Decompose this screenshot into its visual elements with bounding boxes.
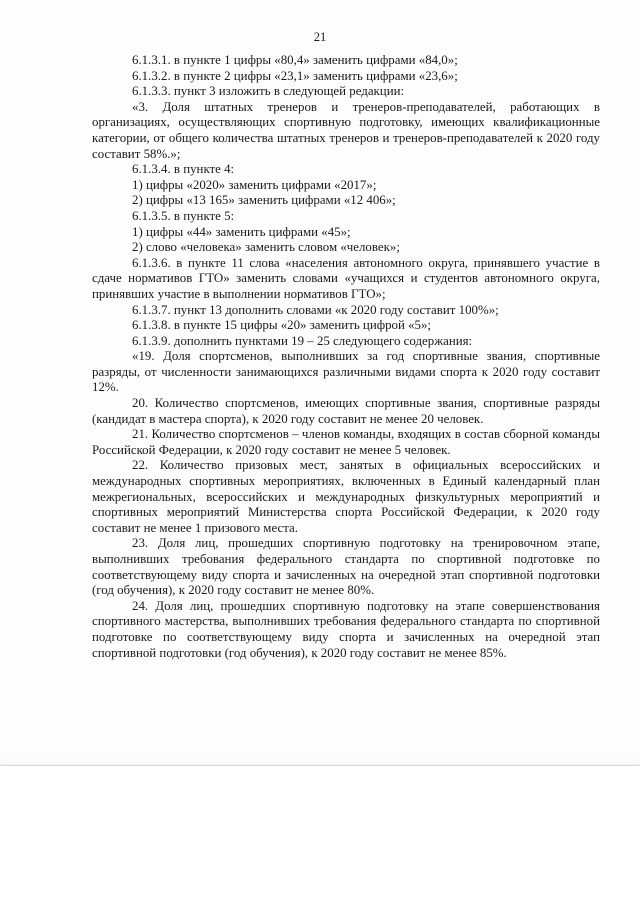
paragraph-item-22: 22. Количество призовых мест, занятых в официальных всероссийских и международных спортивных мероприятиях, включенных в Единый календарный план межрегиональных, всероссийских и международных физкультурных мероприятий и спортивных мероприятий Министерства спорта Российской Федерации, к 2020 году составит не менее 1 призового места. [92,458,600,535]
paragraph-6-1-3-6: 6.1.3.6. в пункте 11 слова «населения автономного округа, принявшего участие в сдаче нормативов ГТО» заменить словами «учащихся и студентов автономного округа, принявших участие в выполнении нормативов ГТО»; [92,255,600,301]
page-number: 21 [313,30,327,44]
paragraph-item-20: 20. Количество спортсменов, имеющих спортивные звания, спортивные разряды (кандидат в мастера спорта), к 2020 году составит не менее 20 человек. [92,396,600,426]
document-body [92,53,600,661]
paragraph-6-1-3-3: 6.1.3.3. пункт 3 изложить в следующей редакции: [132,84,405,99]
paragraph-6-1-3-9: 6.1.3.9. дополнить пунктами 19 – 25 следующего содержания: [132,333,473,348]
paragraph-item-19: «19. Доля спортсменов, выполнивших за год спортивные звания, спортивные разряды, от численности занимающихся различными видами спорта к 2020 году составит 12%. [92,349,600,395]
paragraph-item-23: 23. Доля лиц, прошедших спортивную подготовку на тренировочном этапе, выполнивших требования федерального стандарта по спортивной подготовке по соответствующему виду спорта и зачисленных на очередной этап спортивной подготовки (год обучения), к 2020 году составит не менее 80%. [92,536,600,598]
paragraph-6-1-3-1: 6.1.3.1. в пункте 1 цифры «80,4» заменить цифрами «84,0»; [132,53,458,67]
paragraph-item-21: 21. Количество спортсменов – членов команды, входящих в состав сборной команды Российской Федерации, к 2020 году составит не менее 5 человек. [92,427,600,457]
paragraph-6-1-3-7: 6.1.3.7. пункт 13 дополнить словами «к 2020 году составит 100%»; [132,302,499,317]
paragraph-6-1-3-4: 6.1.3.4. в пункте 4: [132,162,235,177]
paragraph-6-1-3-5-sub-1: 1) цифры «44» заменить цифрами «45»; [132,224,351,239]
paragraph-6-1-3-4-sub-2: 2) цифры «13 165» заменить цифрами «12 406»; [132,193,396,208]
paragraph-6-1-3-4-sub-1: 1) цифры «2020» заменить цифрами «2017»; [132,177,377,192]
paragraph-item-3-text: «3. Доля штатных тренеров и тренеров-преподавателей, работающих в организациях, осуществляющих спортивную подготовку, имеющих квалификационные категории, от общего количества штатных тренеров и тренеров-преподавателей к 2020 году составит 58%.»; [92,99,600,161]
paragraph-6-1-3-5-sub-2: 2) слово «человека» заменить словом «человек»; [132,240,400,255]
paragraph-item-24: 24. Доля лиц, прошедших спортивную подготовку на этапе совершенствования спортивного мастерства, выполнивших требования федерального стандарта по спортивной подготовке по соответствующему виду спорта и зачисленных на очередной этап спортивной подготовки (год обучения), к 2020 году составит не менее 85%. [92,598,600,660]
paragraph-6-1-3-8: 6.1.3.8. в пункте 15 цифры «20» заменить цифрой «5»; [132,318,432,333]
paragraph-6-1-3-2: 6.1.3.2. в пункте 2 цифры «23,1» заменить цифрами «23,6»; [132,68,458,83]
paragraph-6-1-3-5: 6.1.3.5. в пункте 5: [132,208,235,223]
